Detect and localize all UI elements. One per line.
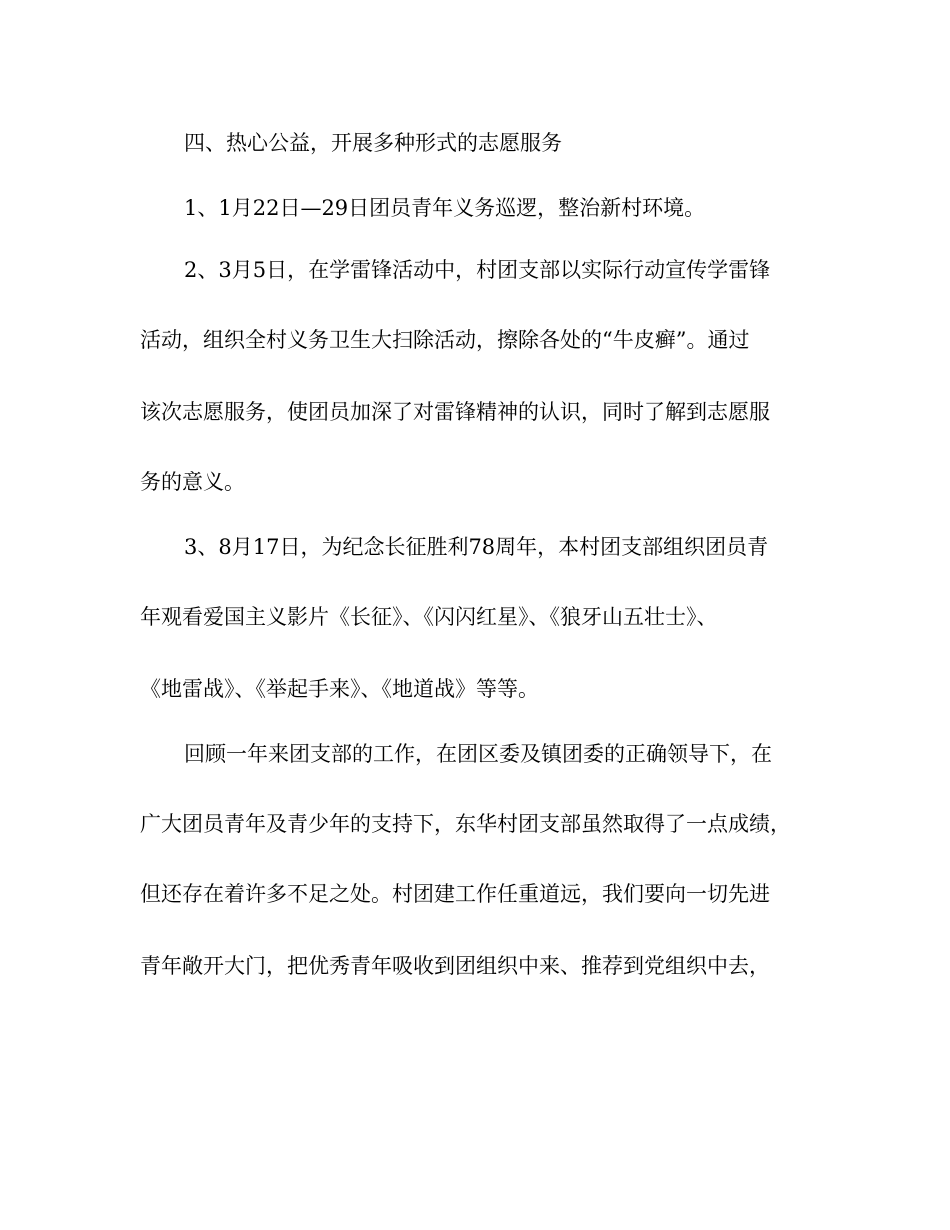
paragraph-line: 但还存在着许多不足之处。村团建工作任重道远，我们要向一切先进 <box>140 882 770 906</box>
paragraph-line: 务的意义。 <box>140 470 245 494</box>
section-heading: 四、热心公益，开展多种形式的志愿服务 <box>184 131 562 155</box>
paragraph-line: 青年敞开大门，把优秀青年吸收到团组织中来、推荐到党组织中去， <box>140 954 770 978</box>
paragraph-line: 活动，组织全村义务卫生大扫除活动，擦除各处的“牛皮癣”。通过 <box>140 328 750 352</box>
paragraph-line: 1、1月22日—29日团员青年义务巡逻，整治新村环境。 <box>184 196 706 220</box>
paragraph-line: 该次志愿服务，使团员加深了对雷锋精神的认识，同时了解到志愿服 <box>140 400 770 424</box>
paragraph-line: 回顾一年来团支部的工作，在团区委及镇团委的正确领导下，在 <box>184 742 772 766</box>
paragraph-line: 2、3月5日，在学雷锋活动中，村团支部以实际行动宣传学雷锋 <box>184 258 771 282</box>
paragraph-line: 广大团员青年及青少年的支持下，东华村团支部虽然取得了一点成绩， <box>140 812 791 836</box>
paragraph-line: 《地雷战》、《举起手来》、《地道战》等等。 <box>140 677 539 701</box>
paragraph-line: 年观看爱国主义影片《长征》、《闪闪红星》、《狼牙山五壮士》、 <box>140 605 718 629</box>
paragraph-line: 3、8月17日，为纪念长征胜利78周年，本村团支部组织团员青 <box>184 535 769 559</box>
